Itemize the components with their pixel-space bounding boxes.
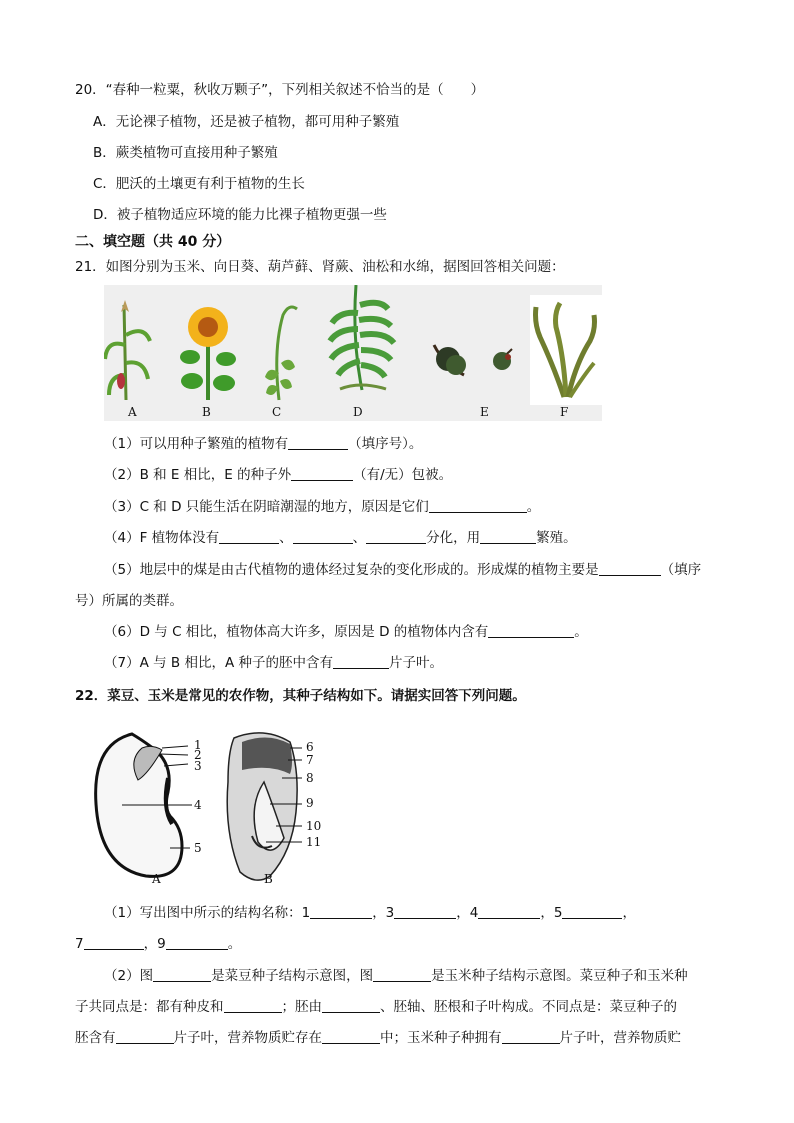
q21-subquestion-2: （2）B 和 E 相比，E 的种子外 （有/无）包被。 [104, 467, 453, 483]
answer-blank[interactable] [502, 1029, 560, 1044]
answer-blank[interactable] [293, 529, 353, 544]
q22-stem: 22．菜豆、玉米是常见的农作物，其种子结构如下。请据实回答下列问题。 [75, 688, 526, 704]
seed-figure-label-b: B [264, 872, 273, 886]
seed-a-part-label: 1 [194, 738, 202, 752]
figure-label-c: C [272, 405, 282, 419]
figure-label-f: F [560, 405, 569, 419]
seed-b-part-label: 10 [306, 819, 322, 833]
figure-label-a: A [128, 405, 137, 419]
q22-subquestion-2: （2）图 是菜豆种子结构示意图，图 是玉米种子结构示意图。菜豆种子和玉米种 [104, 968, 688, 984]
answer-blank[interactable] [562, 904, 622, 919]
seed-structure-figure [92, 728, 332, 888]
seed-b-part-label: 8 [306, 771, 314, 785]
answer-blank[interactable] [84, 935, 144, 950]
q20-option-b: B．蕨类植物可直接用种子繁殖 [93, 145, 278, 161]
answer-blank[interactable] [429, 498, 527, 513]
answer-blank[interactable] [480, 529, 536, 544]
answer-blank[interactable] [288, 435, 348, 450]
q21-subquestion-1: （1）可以用种子繁殖的植物有 （填序号）。 [104, 436, 423, 452]
answer-blank[interactable] [478, 904, 540, 919]
seed-figure-label-a: A [152, 872, 161, 886]
figure-label-b: B [202, 405, 211, 419]
answer-blank[interactable] [219, 529, 279, 544]
corn-seed-icon [227, 733, 302, 880]
bean-seed-icon [96, 734, 192, 876]
answer-blank[interactable] [366, 529, 426, 544]
q20-option-a: A．无论裸子植物，还是被子植物，都可用种子繁殖 [93, 114, 400, 130]
seed-diagrams [92, 728, 332, 888]
q21-stem: 21．如图分别为玉米、向日葵、葫芦藓、肾蕨、油松和水绵，据图回答相关问题： [75, 259, 565, 275]
q21-subquestion-6: （6）D 与 C 相比，植物体高大许多，原因是 D 的植物体内含有 。 [104, 624, 588, 640]
q21-subquestion-3: （3）C 和 D 只能生活在阴暗潮湿的地方，原因是它们 。 [104, 499, 541, 515]
seed-b-part-label: 7 [306, 753, 314, 767]
answer-blank[interactable] [310, 904, 372, 919]
answer-blank[interactable] [373, 967, 431, 982]
answer-blank[interactable] [153, 967, 211, 982]
q21-subquestion-4: （4）F 植物体没有 、 、 分化，用 繁殖。 [104, 530, 577, 546]
answer-blank[interactable] [224, 998, 282, 1013]
figure-label-d: D [353, 405, 363, 419]
sunflower-icon [180, 307, 236, 400]
answer-blank[interactable] [116, 1029, 174, 1044]
answer-blank[interactable] [291, 466, 353, 481]
plant-illustrations [104, 285, 602, 421]
seed-a-part-label: 3 [194, 759, 202, 773]
q22-subquestion-2-line3: 胚含有 片子叶，营养物质贮存在 中；玉米种子种拥有 片子叶，营养物质贮 [75, 1030, 681, 1046]
pine-branch-icon [434, 345, 512, 375]
seed-a-part-label: 2 [194, 748, 202, 762]
answer-blank[interactable] [322, 1029, 380, 1044]
answer-blank[interactable] [333, 654, 389, 669]
q21-subquestion-7: （7）A 与 B 相比，A 种子的胚中含有 片子叶。 [104, 655, 443, 671]
answer-blank[interactable] [166, 935, 228, 950]
answer-blank[interactable] [599, 561, 661, 576]
figure-label-e: E [480, 405, 489, 419]
section-title: 二、填空题（共 40 分） [75, 234, 231, 250]
q22-subquestion-2-line2: 子共同点是：都有种皮和 ；胚由 、胚轴、胚根和子叶构成。不同点是：菜豆种子的 [75, 999, 677, 1015]
moss-plant-icon [265, 307, 297, 400]
q20-option-d: D．被子植物适应环境的能力比裸子植物更强一些 [93, 207, 387, 223]
seed-a-part-label: 4 [194, 798, 202, 812]
seed-b-part-label: 9 [306, 796, 314, 810]
q20-stem: 20．“春种一粒粟，秋收万颗子”，下列相关叙述不恰当的是（ ） [75, 82, 485, 98]
q20-option-c: C．肥沃的土壤更有利于植物的生长 [93, 176, 305, 192]
seed-b-part-label: 11 [306, 835, 322, 849]
fern-plant-icon [330, 285, 394, 390]
q22-subquestion-1-cont: 7 ，9 。 [75, 936, 242, 952]
answer-blank[interactable] [322, 998, 380, 1013]
seed-b-part-label: 6 [306, 740, 314, 754]
seed-a-part-label: 5 [194, 841, 202, 855]
q21-subquestion-5: （5）地层中的煤是由古代植物的遗体经过复杂的变化形成的。形成煤的植物主要是 （填序 [104, 562, 702, 578]
corn-plant-icon [105, 300, 150, 400]
q21-subquestion-5-cont: 号）所属的类群。 [75, 593, 183, 609]
answer-blank[interactable] [394, 904, 456, 919]
q22-subquestion-1: （1）写出图中所示的结构名称：1 ，3 ，4 ，5 ， [104, 905, 636, 921]
plant-figure [104, 285, 602, 421]
answer-blank[interactable] [488, 623, 574, 638]
